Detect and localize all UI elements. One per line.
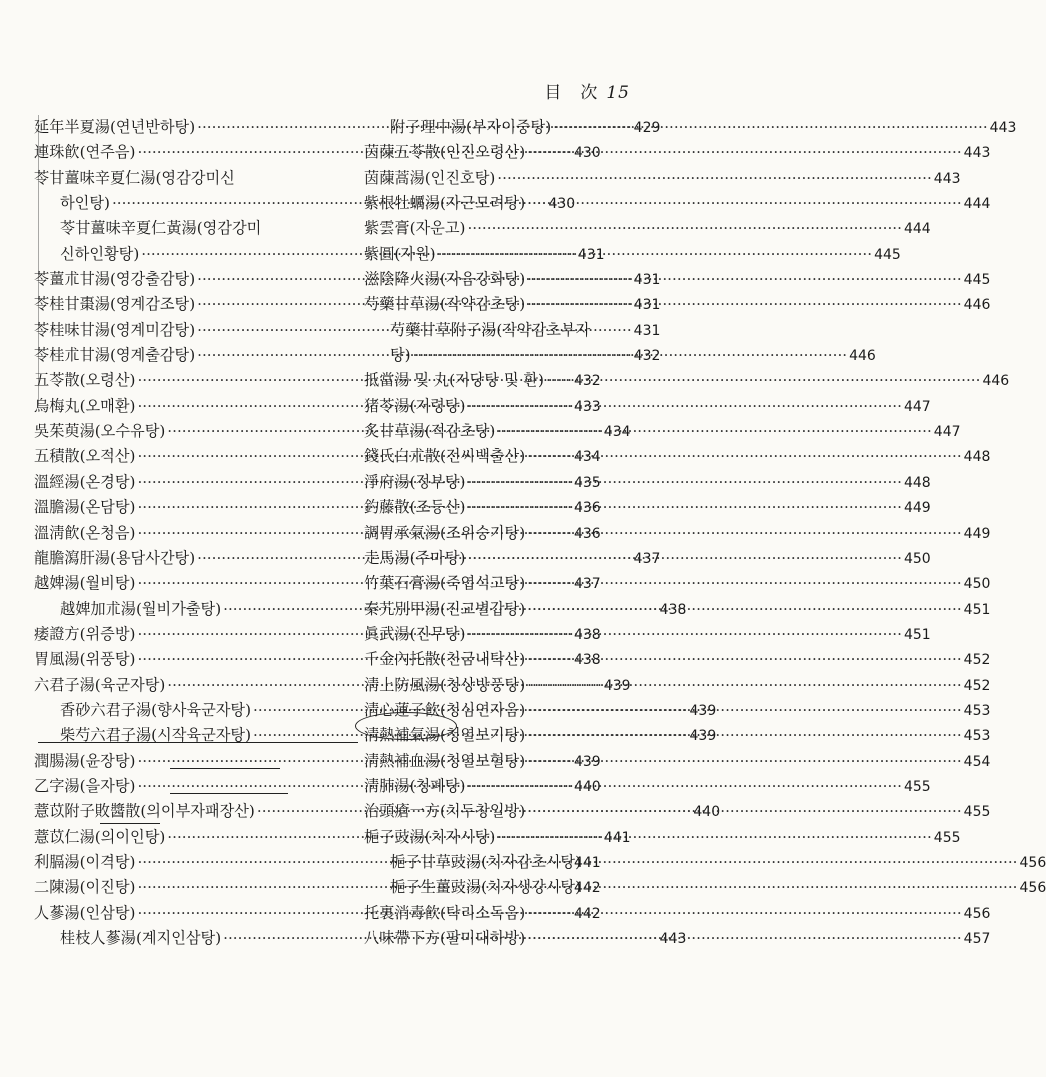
toc-entry: [34, 216, 334, 241]
entry-title: 吳茱萸湯(오수유탕): [34, 422, 166, 441]
entry-page: 432: [633, 348, 661, 365]
toc-entry: [364, 444, 991, 469]
ink-underline-1: [38, 742, 358, 743]
entry-title: 錢氏白朮散(전씨백출산): [364, 447, 526, 466]
entry-page: 431: [577, 246, 605, 263]
dot-leader: [467, 495, 902, 520]
entry-page: 441: [573, 854, 601, 871]
entry-title: 托裏消毒飮(탁리소독음): [364, 903, 526, 922]
page-header: [544, 78, 630, 103]
entry-title: 走馬湯(주마탕): [364, 548, 466, 567]
toc-entry: [364, 647, 991, 672]
entry-page: 456: [1019, 854, 1046, 871]
ink-circle: [355, 712, 457, 740]
entry-page: 443: [963, 145, 991, 162]
toc-entry: [364, 318, 664, 343]
toc-entry: [364, 343, 876, 368]
entry-title: 滋陰降火湯(자음강화탕): [364, 270, 526, 289]
entry-page: 450: [963, 576, 991, 593]
entry-page: 438: [659, 601, 687, 618]
toc-entry: [364, 267, 991, 292]
toc-entry: [364, 749, 991, 774]
entry-title: 龍膽瀉肝湯(용담사간탕): [34, 548, 196, 567]
entry-title: 柴芍六君子湯(시작육군자탕): [60, 726, 252, 745]
toc-entry: [364, 470, 931, 495]
entry-page: 447: [903, 398, 931, 415]
entry-page: 448: [903, 474, 931, 491]
entry-title: 利膈湯(이격탕): [34, 852, 136, 871]
entry-title: 千金內托散(천금내탁산): [364, 650, 526, 669]
dot-leader: [438, 242, 873, 267]
entry-page: 455: [963, 804, 991, 821]
entry-page: 442: [573, 880, 601, 897]
entry-title: 薏苡附子敗醬散(의이부자패장산): [34, 802, 255, 821]
entry-title: 附子理中湯(부자이중탕): [390, 118, 552, 136]
entry-page: 444: [963, 196, 991, 213]
entry-title: 苓甘薑味辛夏仁黃湯(영감강미: [60, 219, 262, 238]
dot-leader: [583, 875, 1018, 900]
entry-title: 五苓散(오령산): [34, 371, 136, 390]
entry-page: 452: [963, 677, 991, 694]
entry-page: 443: [933, 170, 961, 187]
entry-title: 溫淸飮(온청음): [34, 523, 136, 542]
dot-leader: [527, 444, 962, 469]
entry-title: 淸熱補氣湯(청열보기탕): [364, 726, 526, 745]
entry-title: 梔子甘草豉湯(치자감초시탕): [390, 852, 582, 871]
entry-title: 薏苡仁湯(의이인탕): [34, 827, 166, 846]
toc-entry: [364, 216, 931, 241]
entry-page: 443: [989, 120, 1017, 136]
dot-leader: [527, 698, 962, 723]
toc-entry: [364, 571, 991, 596]
entry-page: 449: [903, 500, 931, 517]
header-page-number: 15: [606, 83, 630, 103]
entry-title: 탕): [390, 346, 411, 365]
dot-leader: [527, 267, 962, 292]
toc-entry: [34, 343, 661, 368]
toc-entry: [364, 622, 931, 647]
dot-leader: [527, 673, 962, 698]
dot-leader: [527, 799, 962, 824]
toc-entry: [364, 875, 1046, 900]
entry-title: 人蔘湯(인삼탕): [34, 903, 136, 922]
entry-title: 乙字湯(을자탕): [34, 776, 136, 795]
entry-page: 439: [689, 728, 717, 745]
entry-page: 440: [693, 804, 721, 821]
dot-leader: [497, 166, 932, 191]
entry-title: 淸心蓮子飮(청심연자음): [364, 700, 526, 719]
entry-title: 溫經湯(온경탕): [34, 472, 136, 491]
toc-entry: [364, 521, 991, 546]
entry-page: 441: [603, 829, 631, 846]
entry-page: 433: [573, 398, 601, 415]
entry-title: 苓桂朮甘湯(영계출감탕): [34, 346, 196, 365]
entry-title: 紫圓(자원): [364, 244, 436, 263]
entry-title: 茵蔯五苓散(인진오령산): [364, 143, 526, 162]
entry-title: 苓甘薑味辛夏仁湯(영감강미신: [34, 168, 235, 187]
toc-entry: [34, 166, 334, 191]
dot-leader: [527, 292, 962, 317]
entry-title: 苓薑朮甘湯(영강출감탕): [34, 270, 196, 289]
toc-entry: [364, 850, 1046, 875]
entry-title: 茵蔯蒿湯(인진호탕): [364, 168, 496, 187]
entry-page: 432: [573, 373, 601, 390]
entry-title: 하인탕): [60, 194, 110, 213]
entry-title: 紫雲膏(자운고): [364, 219, 466, 238]
dot-leader: [467, 546, 902, 571]
toc-entry: [364, 191, 991, 216]
dot-leader: [527, 571, 962, 596]
entry-page: 439: [573, 753, 601, 770]
toc-entry: [364, 242, 901, 267]
toc-entry: [364, 368, 1010, 393]
toc-entry: [364, 419, 961, 444]
entry-page: 430: [573, 145, 601, 162]
toc-entry: [364, 774, 931, 799]
entry-title: 芍藥甘草附子湯(작약감초부자: [390, 320, 591, 339]
entry-page: 448: [963, 449, 991, 466]
entry-page: 456: [963, 905, 991, 922]
entry-title: 烏梅丸(오매환): [34, 396, 136, 415]
entry-title: 淨府湯(정부탕): [364, 472, 466, 491]
entry-page: 431: [633, 272, 661, 289]
entry-title: 抵當湯 및 丸(저당탕 및 환): [364, 371, 544, 390]
entry-page: 434: [573, 449, 601, 466]
entry-page: 453: [963, 702, 991, 719]
entry-title: 六君子湯(육군자탕): [34, 675, 166, 694]
dot-leader: [467, 394, 902, 419]
ink-underline-4: [100, 823, 160, 824]
toc-entry: [364, 115, 1017, 140]
entry-title: 淸肺湯(청폐탕): [364, 776, 466, 795]
entry-title: 紫根牡蠣湯(자근모려탕): [364, 194, 526, 213]
dot-leader: [467, 470, 902, 495]
entry-title: 淸熱補血湯(청열보혈탕): [364, 751, 526, 770]
entry-page: 454: [963, 753, 991, 770]
entry-page: 446: [849, 348, 876, 365]
toc-entry: [364, 901, 991, 926]
dot-leader: [497, 419, 932, 444]
entry-page: 430: [548, 196, 576, 213]
toc-entry: [364, 546, 931, 571]
toc-entry: [364, 140, 991, 165]
entry-page: 445: [874, 246, 901, 263]
dot-leader: [527, 901, 962, 926]
entry-title: 炙甘草湯(적감초탕): [364, 422, 496, 441]
dot-leader: [583, 850, 1018, 875]
dot-leader: [527, 191, 962, 216]
entry-title: 淸上防風湯(청상방풍탕): [364, 675, 526, 694]
entry-title: 梔子生薑豉湯(치자생강시탕): [390, 878, 582, 897]
dot-leader: [527, 597, 962, 622]
entry-title: 苓桂甘棗湯(영계감조탕): [34, 295, 196, 314]
dot-leader: [527, 140, 962, 165]
dot-leader: [413, 343, 848, 368]
entry-page: 455: [903, 778, 931, 795]
entry-page: 447: [933, 424, 961, 441]
entry-title: 八味帶下方(팔미대하방): [364, 929, 526, 947]
dot-leader: [467, 774, 902, 799]
entry-page: 457: [963, 931, 991, 947]
entry-page: 431: [633, 297, 661, 314]
entry-page: 436: [573, 525, 601, 542]
header-label: 目 次: [544, 83, 599, 103]
entry-page: 456: [1019, 880, 1046, 897]
toc-entry: [364, 825, 961, 850]
entry-page: 437: [633, 550, 661, 567]
entry-page: 434: [603, 424, 631, 441]
dot-leader: [546, 368, 981, 393]
entry-title: 竹葉石膏湯(죽엽석고탕): [364, 574, 526, 593]
dot-leader: [527, 926, 962, 951]
entry-title: 五積散(오적산): [34, 447, 136, 466]
entry-page: 451: [963, 601, 991, 618]
dot-leader: [467, 622, 902, 647]
entry-page: 442: [573, 905, 601, 922]
entry-title: 苓桂味甘湯(영계미감탕): [34, 320, 196, 339]
entry-page: 455: [933, 829, 961, 846]
ink-underline-2: [170, 768, 280, 769]
entry-title: 猪苓湯(저령탕): [364, 396, 466, 415]
entry-title: 治頭瘡一方(치두창일방): [364, 802, 526, 821]
dot-leader: [467, 216, 902, 241]
entry-page: 439: [603, 677, 631, 694]
entry-title: 秦艽別甲湯(진교별갑탕): [364, 599, 526, 618]
entry-title: 芍藥甘草湯(작약감초탕): [364, 295, 526, 314]
dot-leader: [497, 825, 932, 850]
entry-title: 調胃承氣湯(조위승기탕): [364, 523, 526, 542]
entry-page: 438: [573, 626, 601, 643]
dot-leader: [527, 521, 962, 546]
entry-title: 痿證方(위증방): [34, 624, 136, 643]
entry-page: 449: [963, 525, 991, 542]
entry-title: 溫膽湯(온담탕): [34, 498, 136, 517]
entry-title: 越婢湯(월비탕): [34, 574, 136, 593]
toc-entry: [364, 166, 961, 191]
entry-page: 438: [573, 652, 601, 669]
entry-page: 440: [573, 778, 601, 795]
entry-title: 釣藤散(조등산): [364, 498, 466, 517]
toc-entry: [364, 673, 991, 698]
entry-page: 453: [963, 728, 991, 745]
dot-leader: [527, 723, 962, 748]
entry-title: 신하인황탕): [60, 244, 140, 263]
entry-title: 桂枝人蔘湯(계지인삼탕): [60, 929, 222, 947]
dot-leader: [527, 749, 962, 774]
entry-page: 446: [982, 373, 1010, 390]
toc-entry: [364, 394, 931, 419]
entry-title: 越婢加朮湯(월비가출탕): [60, 599, 222, 618]
entry-page: 435: [573, 474, 601, 491]
ink-underline-3: [170, 793, 288, 794]
entry-title: 潤腸湯(윤장탕): [34, 751, 136, 770]
entry-page: 429: [633, 120, 661, 136]
entry-page: 443: [659, 931, 687, 947]
entry-page: 439: [689, 702, 717, 719]
entry-title: 眞武湯(진무탕): [364, 624, 466, 643]
entry-page: 431: [633, 322, 661, 339]
entry-page: 445: [963, 272, 991, 289]
entry-page: 444: [903, 221, 931, 238]
toc-entry: [364, 495, 931, 520]
entry-title: 二陳湯(이진탕): [34, 878, 136, 897]
entry-title: 延年半夏湯(연년반하탕): [34, 118, 196, 136]
entry-page: 450: [903, 550, 931, 567]
entry-page: 436: [573, 500, 601, 517]
entry-page: 452: [963, 652, 991, 669]
entry-page: 451: [903, 626, 931, 643]
entry-page: 437: [573, 576, 601, 593]
entry-title: 梔子豉湯(치자시탕): [364, 827, 496, 846]
entry-page: 446: [963, 297, 991, 314]
entry-title: 胃風湯(위풍탕): [34, 650, 136, 669]
toc-entry: [364, 292, 991, 317]
entry-title: 香砂六君子湯(향사육군자탕): [60, 700, 252, 719]
entry-title: 連珠飮(연주음): [34, 143, 136, 162]
dot-leader: [527, 647, 962, 672]
dot-leader: [553, 115, 988, 140]
